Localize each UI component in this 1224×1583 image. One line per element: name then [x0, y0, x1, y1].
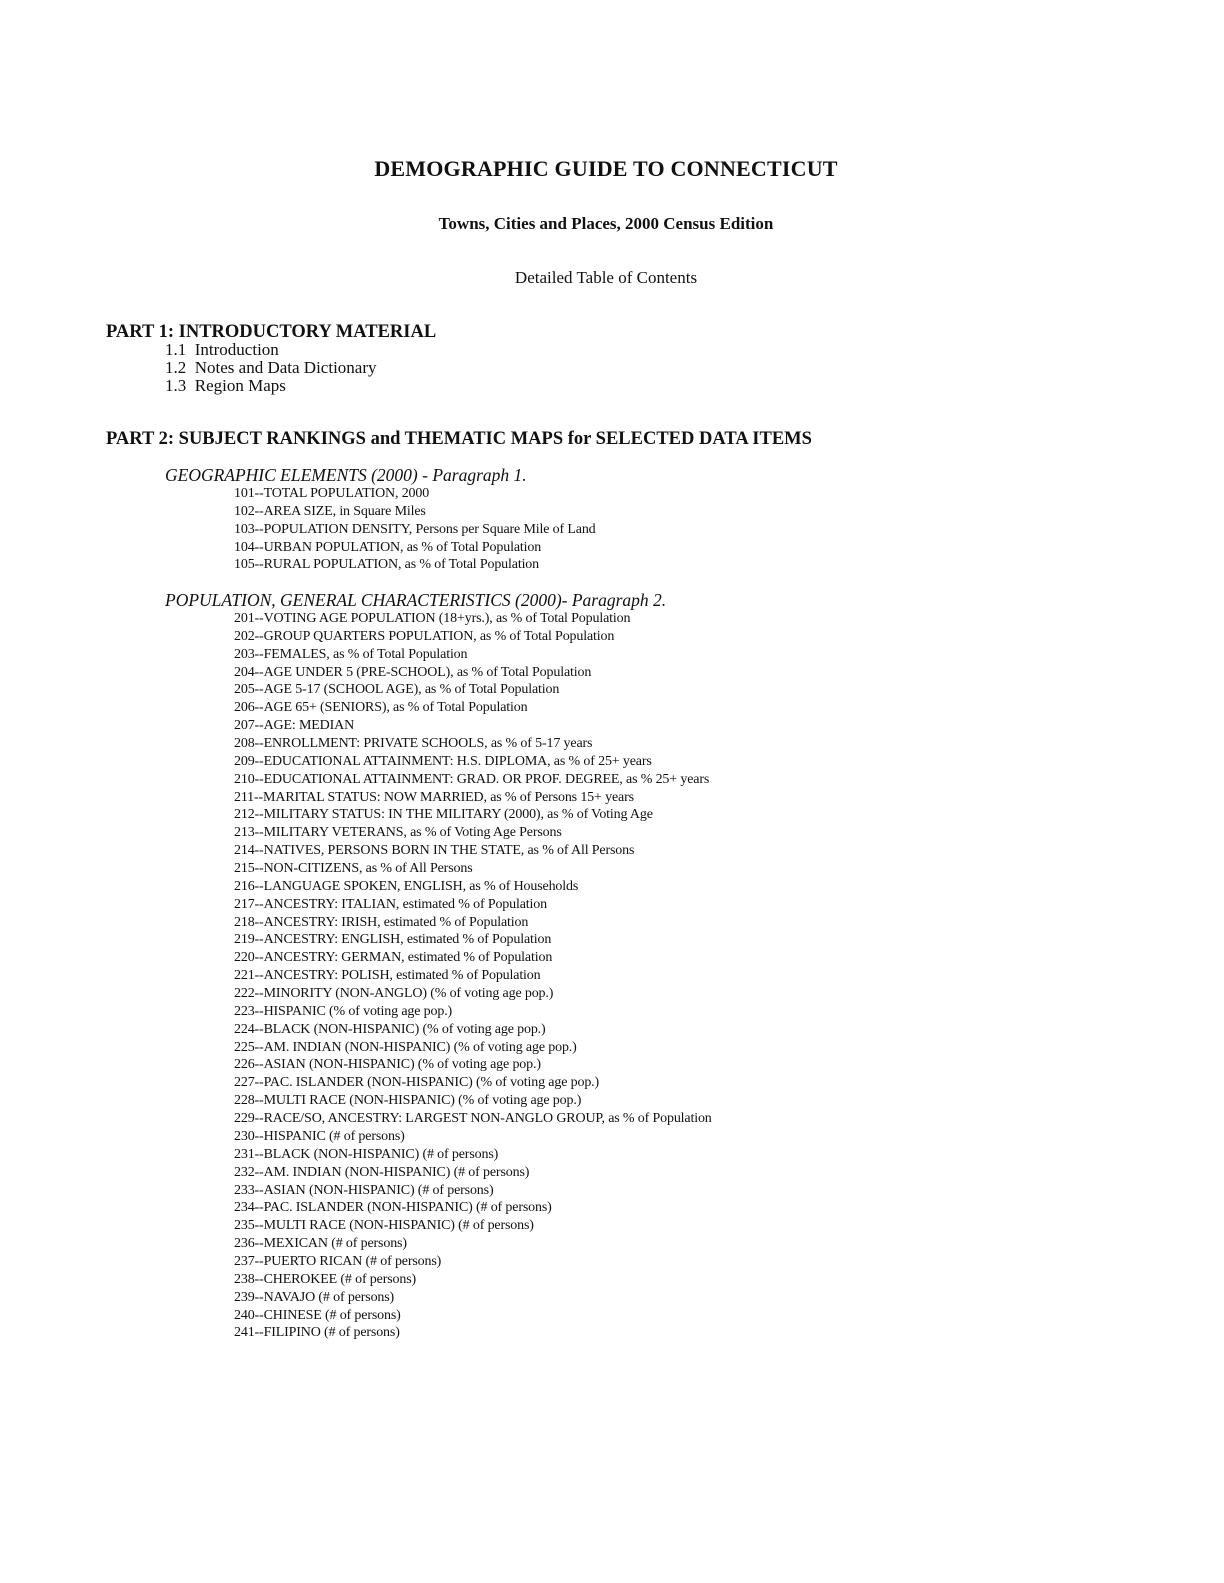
toc-entry: 212--MILITARY STATUS: IN THE MILITARY (2000), as % of Voting Age	[234, 807, 653, 823]
section-items-geographic	[234, 485, 596, 574]
toc-entry: 105--RURAL POPULATION, as % of Total Population	[234, 557, 540, 573]
toc-entry: 216--LANGUAGE SPOKEN, ENGLISH, as % of Households	[234, 878, 579, 894]
toc-entry: 217--ANCESTRY: ITALIAN, estimated % of Population	[234, 896, 547, 912]
part1-item: 1.3 Region Maps	[165, 376, 286, 395]
toc-entry: 104--URBAN POPULATION, as % of Total Population	[234, 539, 542, 555]
toc-entry: 210--EDUCATIONAL ATTAINMENT: GRAD. OR PROF. DEGREE, as % 25+ years	[234, 771, 710, 787]
toc-entry: 220--ANCESTRY: GERMAN, estimated % of Population	[234, 950, 553, 966]
toc-entry: 206--AGE 65+ (SENIORS), as % of Total Population	[234, 700, 528, 716]
toc-entry: 215--NON-CITIZENS, as % of All Persons	[234, 861, 473, 877]
toc-entry: 219--ANCESTRY: ENGLISH, estimated % of Population	[234, 932, 552, 948]
toc-entry: 228--MULTI RACE (NON-HISPANIC) (% of voting age pop.)	[234, 1093, 582, 1109]
toc-entry: 213--MILITARY VETERANS, as % of Voting Age Persons	[234, 825, 562, 841]
toc-entry: 207--AGE: MEDIAN	[234, 718, 355, 734]
toc-entry: 233--ASIAN (NON-HISPANIC) (# of persons)	[234, 1182, 494, 1198]
toc-entry: 232--AM. INDIAN (NON-HISPANIC) (# of persons)	[234, 1164, 530, 1180]
part2-heading: PART 2: SUBJECT RANKINGS and THEMATIC MAPS for SELECTED DATA ITEMS	[106, 429, 812, 449]
toc-entry: 237--PUERTO RICAN (# of persons)	[234, 1253, 442, 1269]
toc-entry: 102--AREA SIZE, in Square Miles	[234, 503, 426, 519]
toc-entry: 235--MULTI RACE (NON-HISPANIC) (# of persons)	[234, 1218, 534, 1234]
toc-entry: 211--MARITAL STATUS: NOW MARRIED, as % of Persons 15+ years	[234, 789, 634, 805]
toc-entry: 230--HISPANIC (# of persons)	[234, 1128, 405, 1144]
toc-entry: 234--PAC. ISLANDER (NON-HISPANIC) (# of persons)	[234, 1200, 552, 1216]
toc-label: Detailed Table of Contents	[514, 268, 698, 287]
toc-entry: 231--BLACK (NON-HISPANIC) (# of persons)	[234, 1146, 499, 1162]
toc-entry: 209--EDUCATIONAL ATTAINMENT: H.S. DIPLOMA, as % of 25+ years	[234, 753, 652, 769]
toc-entry: 224--BLACK (NON-HISPANIC) (% of voting age pop.)	[234, 1021, 546, 1037]
toc-entry: 205--AGE 5-17 (SCHOOL AGE), as % of Total Population	[234, 682, 560, 698]
toc-entry: 223--HISPANIC (% of voting age pop.)	[234, 1003, 453, 1019]
part1-item: 1.2 Notes and Data Dictionary	[165, 358, 377, 377]
toc-entry: 202--GROUP QUARTERS POPULATION, as % of Total Population	[234, 628, 615, 644]
toc-entry: 101--TOTAL POPULATION, 2000	[234, 486, 430, 501]
toc-entry: 201--VOTING AGE POPULATION (18+yrs.), as % of Total Population	[234, 611, 631, 626]
toc-entry: 214--NATIVES, PERSONS BORN IN THE STATE, as % of All Persons	[234, 843, 635, 859]
toc-entry: 229--RACE/SO, ANCESTRY: LARGEST NON-ANGLO GROUP, as % of Population	[234, 1111, 712, 1127]
toc-entry: 238--CHEROKEE (# of persons)	[234, 1271, 417, 1287]
toc-entry: 203--FEMALES, as % of Total Population	[234, 646, 468, 662]
toc-entry: 225--AM. INDIAN (NON-HISPANIC) (% of voting age pop.)	[234, 1039, 577, 1055]
part1-item: 1.1 Introduction	[165, 340, 279, 359]
toc-entry: 222--MINORITY (NON-ANGLO) (% of voting age pop.)	[234, 986, 554, 1002]
toc-entry: 218--ANCESTRY: IRISH, estimated % of Population	[234, 914, 529, 930]
toc-entry: 208--ENROLLMENT: PRIVATE SCHOOLS, as % of 5-17 years	[234, 736, 593, 752]
toc-entry: 103--POPULATION DENSITY, Persons per Square Mile of Land	[234, 521, 596, 537]
toc-entry: 221--ANCESTRY: POLISH, estimated % of Population	[234, 968, 541, 984]
section-heading-geographic: GEOGRAPHIC ELEMENTS (2000) - Paragraph 1.	[165, 465, 527, 485]
toc-entry: 227--PAC. ISLANDER (NON-HISPANIC) (% of voting age pop.)	[234, 1075, 600, 1091]
toc-entry: 204--AGE UNDER 5 (PRE-SCHOOL), as % of Total Population	[234, 664, 592, 680]
toc-entry: 226--ASIAN (NON-HISPANIC) (% of voting age pop.)	[234, 1057, 541, 1073]
toc-entry: 239--NAVAJO (# of persons)	[234, 1289, 395, 1305]
toc-entry: 236--MEXICAN (# of persons)	[234, 1236, 407, 1252]
toc-entry: 240--CHINESE (# of persons)	[234, 1307, 401, 1323]
section-items-population	[234, 610, 712, 1342]
document-title: DEMOGRAPHIC GUIDE TO CONNECTICUT	[374, 156, 838, 181]
document-subtitle: Towns, Cities and Places, 2000 Census Edition	[438, 214, 774, 233]
toc-entry: 241--FILIPINO (# of persons)	[234, 1325, 400, 1341]
part1-list	[165, 341, 377, 395]
part1-heading: PART 1: INTRODUCTORY MATERIAL	[106, 322, 437, 342]
section-heading-population: POPULATION, GENERAL CHARACTERISTICS (2000)- Paragraph 2.	[165, 590, 667, 610]
